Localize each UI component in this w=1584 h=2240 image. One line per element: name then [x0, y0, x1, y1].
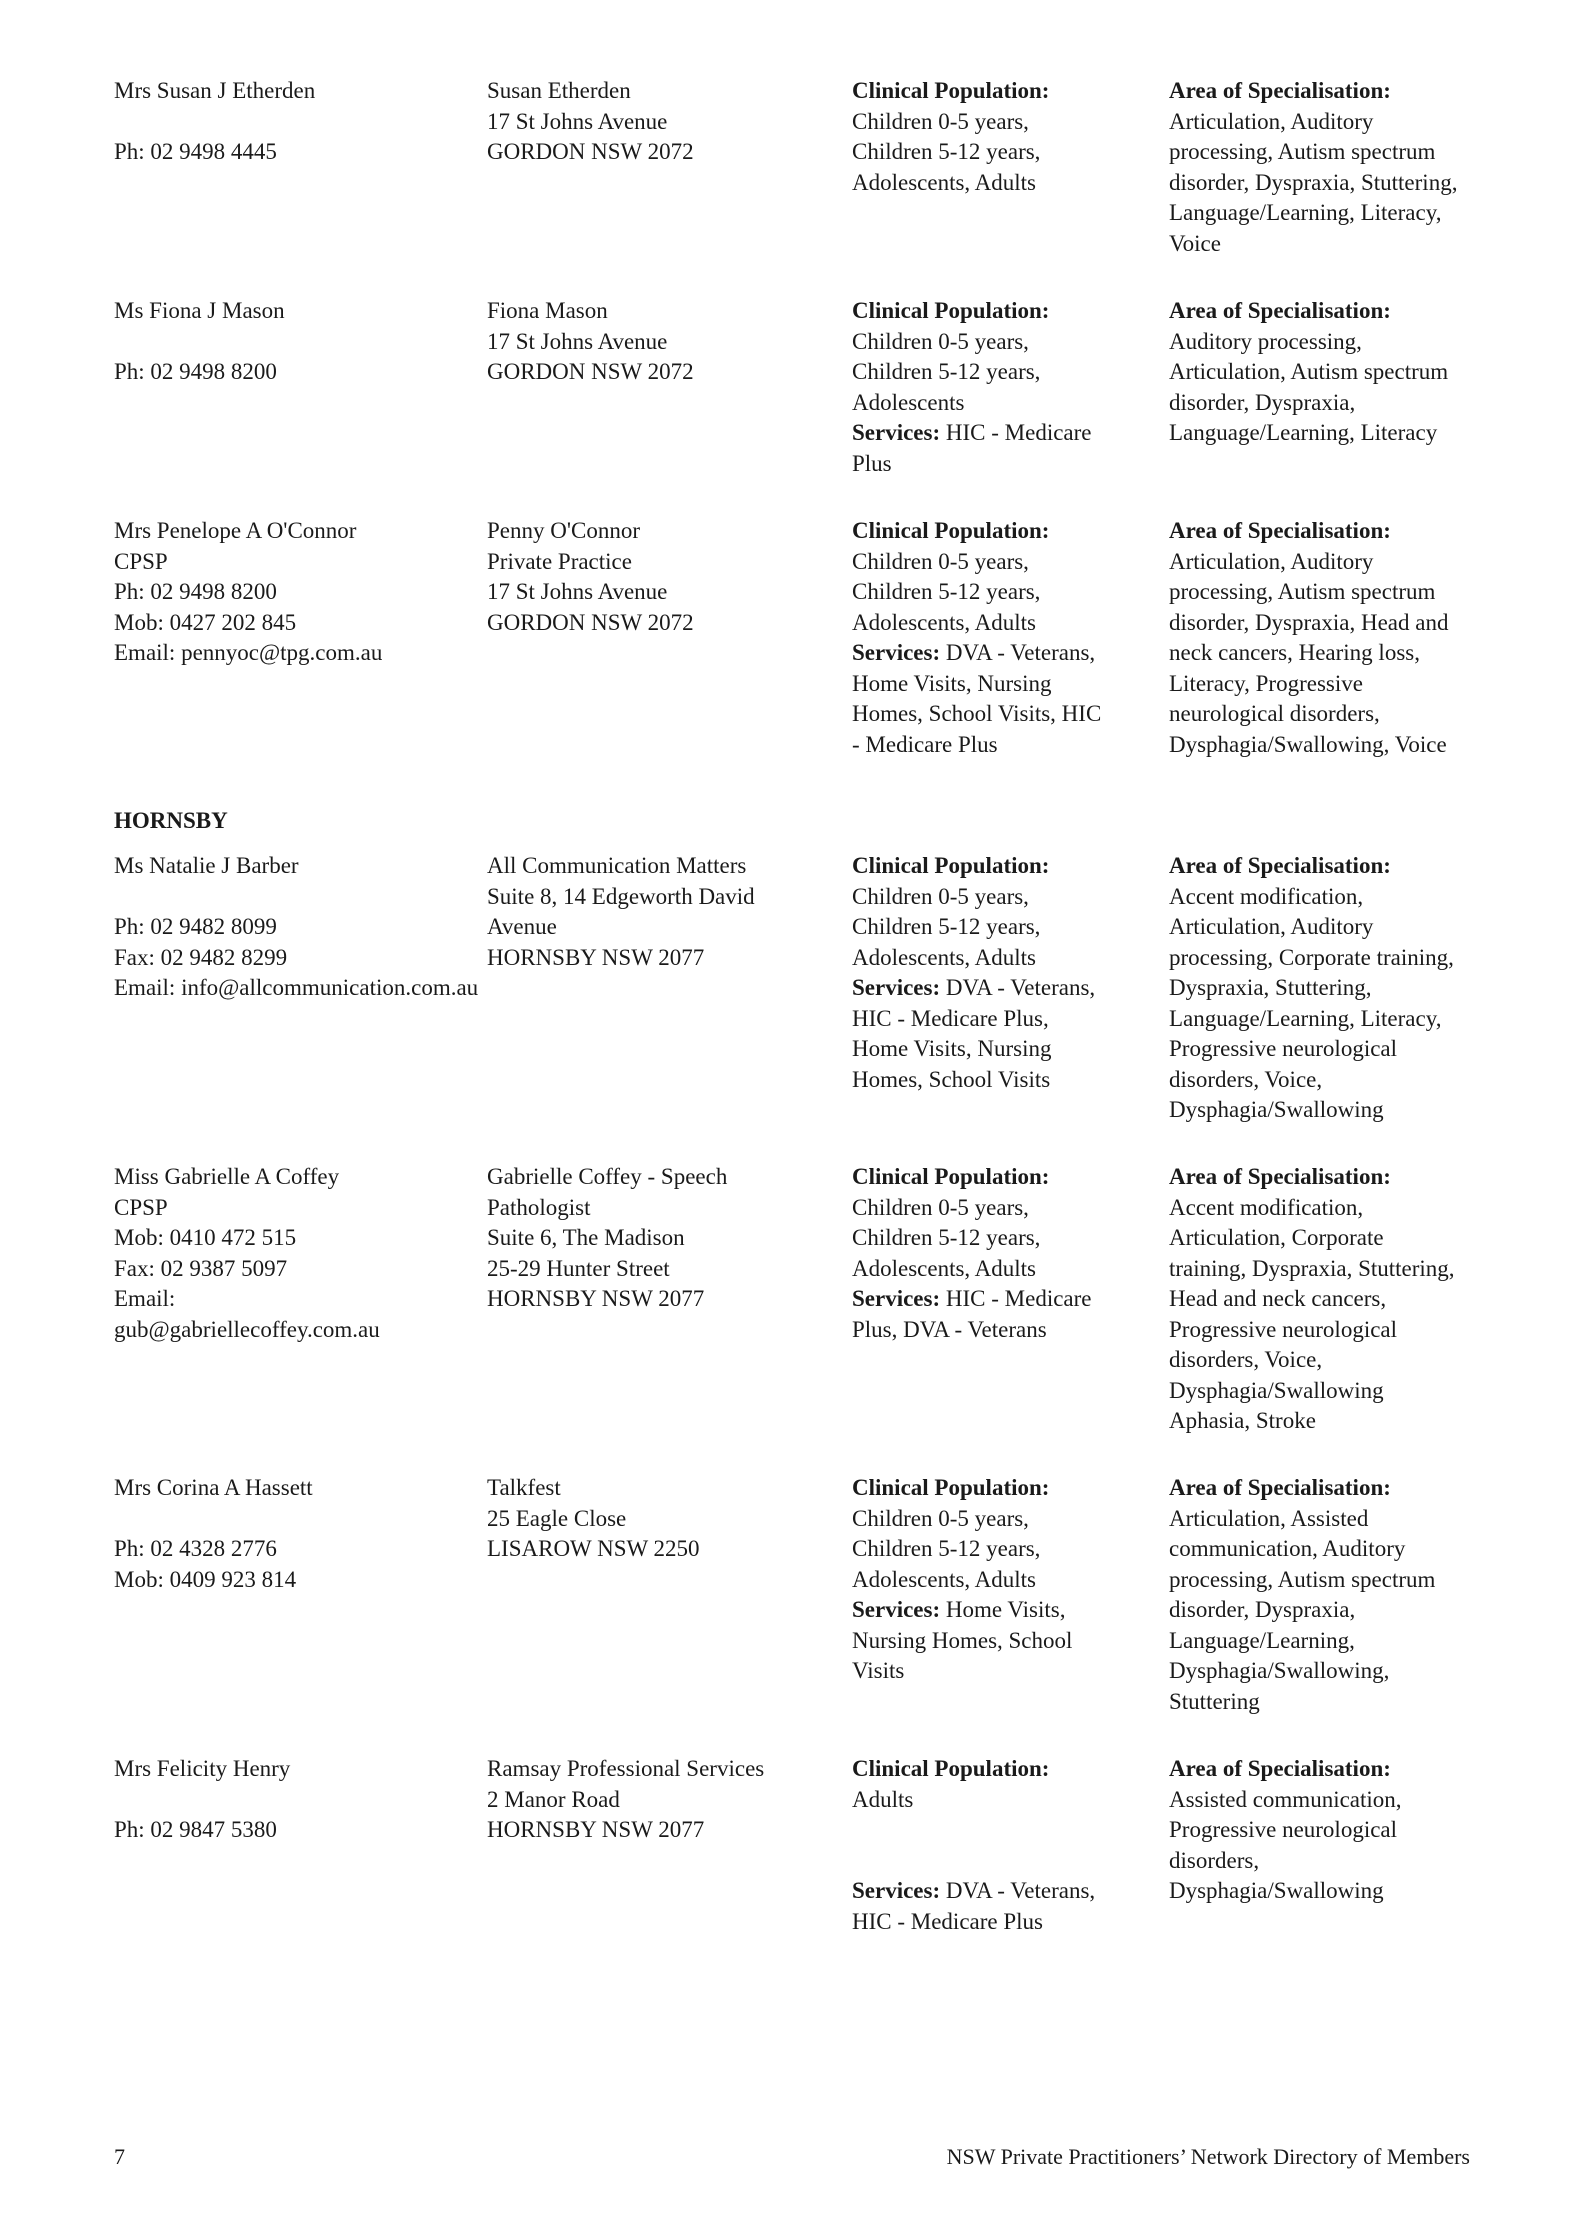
member-name: Ms Natalie J Barber: [114, 853, 299, 878]
services-label: Services:: [852, 1597, 941, 1622]
member-contact: Mrs Penelope A O'Connor CPSP Ph: 02 9498 8200 Mob: 0427 202 845 Email: pennyoc@tpg.com.au: [114, 516, 484, 669]
specialisation-heading: Area of Specialisation:: [1169, 1164, 1391, 1189]
clinical-population: Clinical Population: Children 0-5 years, Children 5-12 years, Adolescents, Adults Services: DVA - Veterans, HIC - Medicare Plus, Home Visits, Nursing Homes, School Visits: [852, 851, 1152, 1095]
phone: Ph: 02 9498 8200: [114, 579, 277, 604]
services-label: Services:: [852, 420, 941, 445]
phone: Ph: 02 9847 5380: [114, 1817, 277, 1842]
practice-address: Talkfest 25 Eagle Close LISAROW NSW 2250: [487, 1475, 700, 1561]
mobile: Mob: 0410 472 515: [114, 1225, 297, 1250]
specialisation-heading: Area of Specialisation:: [1169, 1756, 1391, 1781]
member-name: Mrs Susan J Etherden: [114, 78, 316, 103]
area-of-specialisation: Area of Specialisation: Auditory processing, Articulation, Autism spectrum disorder, Dyspraxia, Language/Learning, Literacy: [1169, 296, 1529, 449]
member-name: Mrs Felicity Henry: [114, 1756, 291, 1781]
services-label: Services:: [852, 1286, 941, 1311]
services: Services: HIC - Medicare: [852, 420, 1092, 445]
member-contact: [114, 76, 484, 168]
practice-address: Gabrielle Coffey - Speech Pathologist Suite 6, The Madison 25-29 Hunter Street HORNSBY NSW 2077: [487, 1164, 728, 1311]
phone: Ph: 02 4328 2776: [114, 1536, 277, 1561]
fax: Fax: 02 9387 5097: [114, 1255, 288, 1281]
clinical-population: Clinical Population: Children 0-5 years, Children 5-12 years, Adolescents, Adults Services: Home Visits, Nursing Homes, School Visits: [852, 1473, 1152, 1687]
mobile: Mob: 0409 923 814: [114, 1566, 297, 1592]
specialisation-heading: Area of Specialisation:: [1169, 78, 1391, 103]
practice-address: All Communication Matters Suite 8, 14 Edgeworth David Avenue HORNSBY NSW 2077: [487, 853, 755, 970]
member-contact: [114, 1473, 484, 1595]
practice-address: Fiona Mason 17 St Johns Avenue GORDON NSW 2072: [487, 298, 694, 384]
services: Services: DVA - Veterans,: [852, 975, 1096, 1000]
area-of-specialisation: Area of Specialisation: Accent modification, Articulation, Auditory processing, Corporate training, Dyspraxia, Stuttering, Language/Learning, Literacy, Progressive neurological disorders, Voice, Dysphagia/Swallowing: [1169, 851, 1529, 1126]
services: Services: DVA - Veterans,: [852, 1878, 1096, 1903]
clinical-population-heading: Clinical Population:: [852, 298, 1050, 323]
member-contact: Miss Gabrielle A Coffey CPSP Mob: 0410 472 515 Fax: 02 9387 5097 Email: gub@gabriellecoffey.com.au: [114, 1162, 484, 1345]
services-label: Services:: [852, 975, 941, 1000]
member-contact: [114, 296, 484, 388]
services-label: Services:: [852, 640, 941, 665]
mobile: Mob: 0427 202 845: [114, 609, 297, 635]
member-name: Miss Gabrielle A Coffey: [114, 1164, 340, 1189]
phone: Ph: 02 9498 8200: [114, 359, 277, 384]
area-of-specialisation: Area of Specialisation: Articulation, Auditory processing, Autism spectrum disorder, Dyspraxia, Stuttering, Language/Learning, Literacy, Voice: [1169, 76, 1529, 259]
phone: Ph: 02 9498 4445: [114, 139, 277, 164]
practice-address: Susan Etherden 17 St Johns Avenue GORDON NSW 2072: [487, 78, 694, 164]
member-contact: [114, 1754, 484, 1846]
member-name: Mrs Penelope A O'Connor: [114, 518, 357, 543]
specialisation-heading: Area of Specialisation:: [1169, 518, 1391, 543]
footer-title: NSW Private Practitioners’ Network Directory of Members: [946, 2144, 1470, 2169]
practice-address: Ramsay Professional Services 2 Manor Road HORNSBY NSW 2077: [487, 1756, 765, 1842]
member-name: Mrs Corina A Hassett: [114, 1475, 313, 1500]
section-heading: HORNSBY: [114, 808, 228, 833]
area-of-specialisation: Area of Specialisation: Accent modification, Articulation, Corporate training, Dyspraxia, Stuttering, Head and neck cancers, Progressive neurological disorders, Voice, Dysphagia/Swallowing Aphasia, Stroke: [1169, 1162, 1529, 1437]
email: Email: pennyoc@tpg.com.au: [114, 640, 383, 665]
specialisation-heading: Area of Specialisation:: [1169, 853, 1391, 878]
fax: Fax: 02 9482 8299: [114, 944, 288, 970]
clinical-population: Clinical Population: Children 0-5 years, Children 5-12 years, Adolescents, Adults: [852, 76, 1152, 198]
clinical-population: Clinical Population: Children 0-5 years, Children 5-12 years, Adolescents Services: HIC - Medicare Plus: [852, 296, 1152, 479]
services: Services: Home Visits,: [852, 1597, 1066, 1622]
clinical-population-heading: Clinical Population:: [852, 518, 1050, 543]
member-name: Ms Fiona J Mason: [114, 298, 285, 323]
practice-address: Penny O'Connor Private Practice 17 St Johns Avenue GORDON NSW 2072: [487, 518, 694, 635]
clinical-population-heading: Clinical Population:: [852, 78, 1050, 103]
clinical-population: Clinical Population: Adults Services: DVA - Veterans, HIC - Medicare Plus: [852, 1754, 1152, 1937]
clinical-population: Clinical Population: Children 0-5 years, Children 5-12 years, Adolescents, Adults Services: HIC - Medicare Plus, DVA - Veterans: [852, 1162, 1152, 1345]
email: Email: info@allcommunication.com.au: [114, 975, 479, 1000]
clinical-population-heading: Clinical Population:: [852, 853, 1050, 878]
page-number: 7: [114, 2144, 125, 2169]
services: Services: HIC - Medicare: [852, 1286, 1092, 1311]
clinical-population-heading: Clinical Population:: [852, 1475, 1050, 1500]
specialisation-heading: Area of Specialisation:: [1169, 1475, 1391, 1500]
clinical-population-heading: Clinical Population:: [852, 1164, 1050, 1189]
area-of-specialisation: Area of Specialisation: Articulation, Auditory processing, Autism spectrum disorder, Dyspraxia, Head and neck cancers, Hearing loss, Literacy, Progressive neurological disorders, Dysphagia/Swallowing, Voice: [1169, 516, 1529, 760]
phone: Ph: 02 9482 8099: [114, 914, 277, 939]
services: Services: DVA - Veterans,: [852, 640, 1096, 665]
clinical-population: Clinical Population: Children 0-5 years, Children 5-12 years, Adolescents, Adults Services: DVA - Veterans, Home Visits, Nursing Homes, School Visits, HIC - Medicare Plus: [852, 516, 1152, 760]
area-of-specialisation: Area of Specialisation: Assisted communication, Progressive neurological disorders, Dysphagia/Swallowing: [1169, 1754, 1529, 1907]
area-of-specialisation: Area of Specialisation: Articulation, Assisted communication, Auditory processing, Autism spectrum disorder, Dyspraxia, Language/Learning, Dysphagia/Swallowing, Stuttering: [1169, 1473, 1529, 1717]
member-contact: [114, 851, 484, 973]
services-label: Services:: [852, 1878, 941, 1903]
specialisation-heading: Area of Specialisation:: [1169, 298, 1391, 323]
email: gub@gabriellecoffey.com.au: [114, 1316, 380, 1342]
clinical-population-heading: Clinical Population:: [852, 1756, 1050, 1781]
